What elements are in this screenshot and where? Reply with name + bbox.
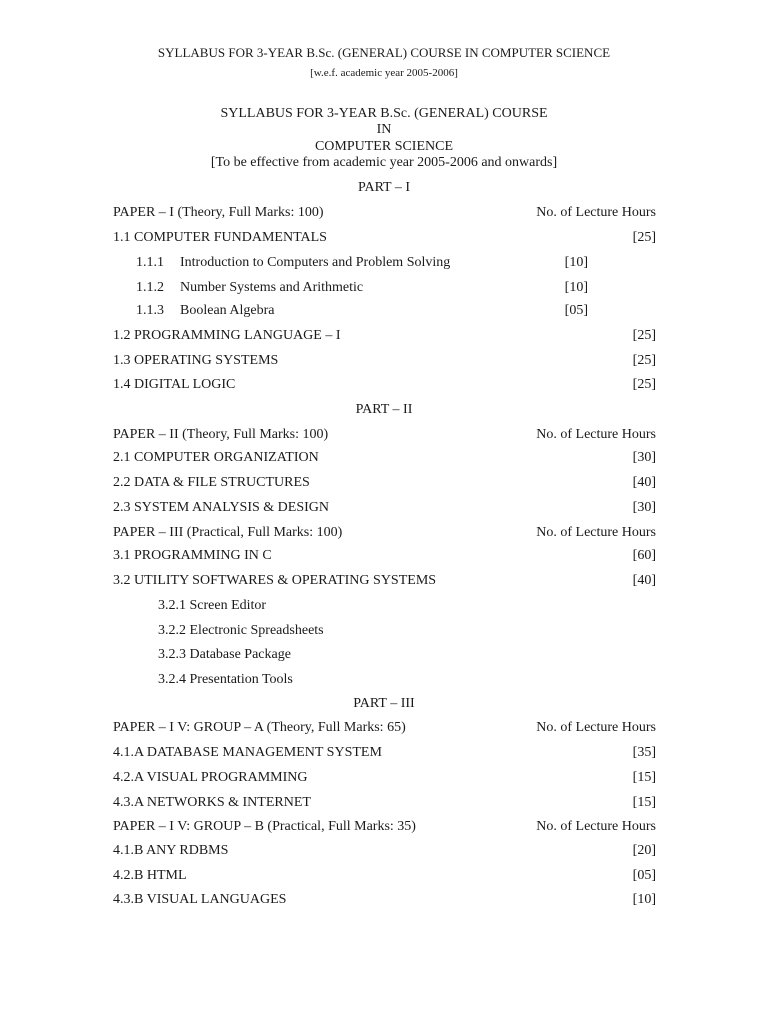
subitem-hours: [05] [564,303,588,318]
item-hours: [40] [632,475,656,490]
syllabus-item [113,377,656,395]
syllabus-item [113,475,656,493]
paper-1-title: PAPER – I (Theory, Full Marks: 100) [113,205,324,220]
item-hours: [25] [632,328,656,343]
hours-column-label: No. of Lecture Hours [536,427,656,442]
item-title: 1.4 DIGITAL LOGIC [113,377,236,392]
hours-column-label: No. of Lecture Hours [536,819,656,834]
item-hours: [15] [632,795,656,810]
subitem-hours: [10] [564,255,588,270]
subitem-number: 1.1.1 [136,255,164,270]
item-hours: [15] [632,770,656,785]
part-1-heading: PART – I [357,180,411,195]
subitem-hours: [10] [564,280,588,295]
paper-2-title: PAPER – II (Theory, Full Marks: 100) [113,427,329,442]
syllabus-item [113,500,656,518]
paper-3-title: PAPER – III (Practical, Full Marks: 100) [113,525,343,540]
syllabus-item [113,450,656,468]
syllabus-subitem [136,303,596,321]
paper-3-row [113,525,656,543]
syllabus-item [113,328,656,346]
paper-4a-title: PAPER – I V: GROUP – A (Theory, Full Marks: 65) [113,720,406,735]
subitem-title: Introduction to Computers and Problem Solving [180,255,451,270]
item-hours: [20] [632,843,656,858]
syllabus-subitem: 3.2.3 Database Package [158,647,291,662]
doc-title-line3: COMPUTER SCIENCE [314,139,454,154]
subitem-number: 1.1.3 [136,303,164,318]
running-header-title: SYLLABUS FOR 3-YEAR B.Sc. (GENERAL) COURSE IN COMPUTER SCIENCE [157,45,611,60]
syllabus-item [113,843,656,861]
hours-column-label: No. of Lecture Hours [536,525,656,540]
paper-4a-row [113,720,656,738]
paper-4b-title: PAPER – I V: GROUP – B (Practical, Full Marks: 35) [113,819,416,834]
syllabus-item [113,353,656,371]
item-hours: [25] [632,353,656,368]
item-title: 2.3 SYSTEM ANALYSIS & DESIGN [113,500,330,515]
item-title: 1.2 PROGRAMMING LANGUAGE – I [113,328,341,343]
item-hours: [25] [632,377,656,392]
paper-2-row [113,427,656,445]
item-hours: [30] [632,500,656,515]
paper-1-row [113,205,656,223]
syllabus-item [113,548,656,566]
part-2-heading: PART – II [355,402,413,417]
item-title: 4.1.A DATABASE MANAGEMENT SYSTEM [113,745,382,760]
syllabus-item [113,868,656,886]
doc-title-line4: [To be effective from academic year 2005-2006 and onwards] [210,155,558,170]
item-title: 4.2.A VISUAL PROGRAMMING [113,770,308,785]
item-title: 2.1 COMPUTER ORGANIZATION [113,450,319,465]
syllabus-subitem: 3.2.1 Screen Editor [158,598,267,613]
doc-title-line2: IN [376,122,392,137]
item-title: 3.1 PROGRAMMING IN C [113,548,272,563]
syllabus-subitem: 3.2.4 Presentation Tools [158,672,293,687]
item-hours: [35] [632,745,656,760]
part-3-heading: PART – III [353,696,415,711]
subitem-title: Number Systems and Arithmetic [180,280,364,295]
hours-column-label: No. of Lecture Hours [536,720,656,735]
item-hours: [40] [632,573,656,588]
item-title: 4.3.B VISUAL LANGUAGES [113,892,287,907]
item-hours: [10] [632,892,656,907]
subitem-number: 1.1.2 [136,280,164,295]
hours-column-label: No. of Lecture Hours [536,205,656,220]
item-title: 4.1.B ANY RDBMS [113,843,229,858]
doc-title-line1: SYLLABUS FOR 3-YEAR B.Sc. (GENERAL) COURSE [220,106,548,121]
syllabus-item [113,745,656,763]
item-title: 4.2.B HTML [113,868,187,883]
item-hours: [25] [632,230,656,245]
syllabus-subitem [136,280,596,298]
item-hours: [05] [632,868,656,883]
running-header-date: [w.e.f. academic year 2005-2006] [310,67,458,79]
paper-4b-row [113,819,656,837]
syllabus-subitem: 3.2.2 Electronic Spreadsheets [158,623,324,638]
syllabus-subitem [136,255,596,273]
syllabus-item [113,795,656,813]
item-title: 2.2 DATA & FILE STRUCTURES [113,475,310,490]
item-title: 3.2 UTILITY SOFTWARES & OPERATING SYSTEMS [113,573,437,588]
subitem-title: Boolean Algebra [180,303,275,318]
item-hours: [60] [632,548,656,563]
syllabus-item [113,230,656,248]
syllabus-item [113,573,656,591]
syllabus-item [113,892,656,910]
item-title: 4.3.A NETWORKS & INTERNET [113,795,311,810]
syllabus-item [113,770,656,788]
item-title: 1.1 COMPUTER FUNDAMENTALS [113,230,327,245]
item-hours: [30] [632,450,656,465]
item-title: 1.3 OPERATING SYSTEMS [113,353,279,368]
